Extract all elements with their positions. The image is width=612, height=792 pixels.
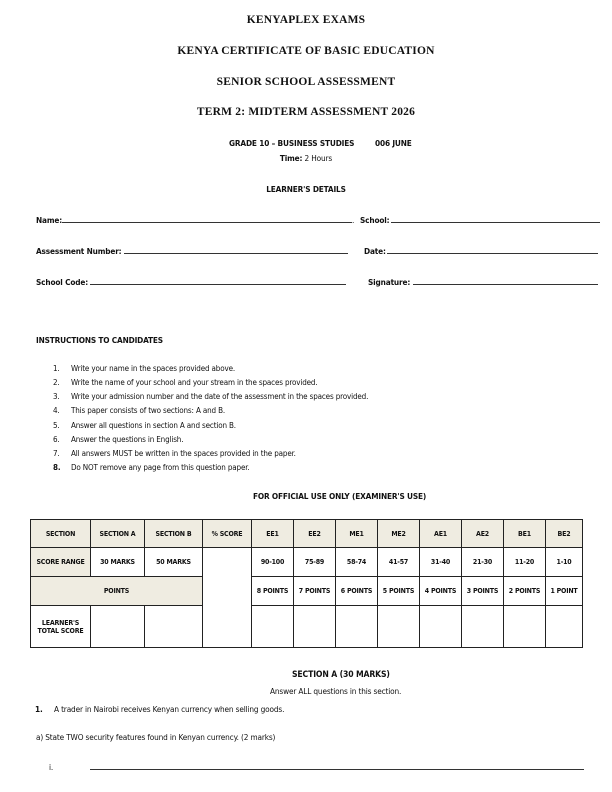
table-cell: 50 MARKS xyxy=(145,548,203,577)
table-cell: SCORE RANGE xyxy=(31,548,91,577)
learner-details-title: LEARNER'S DETAILS xyxy=(266,184,346,194)
learner-total-row xyxy=(31,606,583,648)
instruction-item: 6. Answer the questions in English. xyxy=(53,435,184,444)
instruction-item: 7. All answers MUST be written in the spaces provided in the paper. xyxy=(53,449,296,458)
section-a-title: SECTION A (30 MARKS) xyxy=(292,670,390,680)
score-entry-cell[interactable] xyxy=(378,606,420,648)
table-cell: AE2 xyxy=(462,520,504,548)
table-cell: 11-20 xyxy=(504,548,546,577)
score-entry-cell[interactable] xyxy=(420,606,462,648)
table-cell: 1 POINT xyxy=(546,577,583,606)
table-cell: 7 POINTS xyxy=(294,577,336,606)
table-cell: % SCORE xyxy=(203,520,252,548)
signature-label: Signature: xyxy=(368,277,411,287)
official-use-title: FOR OFFICIAL USE ONLY (EXAMINER'S USE) xyxy=(253,491,427,501)
table-cell: AE1 xyxy=(420,520,462,548)
table-cell: ME2 xyxy=(378,520,420,548)
term-title: TERM 2: MIDTERM ASSESSMENT 2026 xyxy=(196,106,416,118)
question-text: A trader in Nairobi receives Kenyan currency when selling goods. xyxy=(54,704,285,714)
table-cell: 21-30 xyxy=(462,548,504,577)
date-field[interactable] xyxy=(387,253,598,254)
signature-field[interactable] xyxy=(413,284,598,285)
score-entry-cell[interactable] xyxy=(294,606,336,648)
question-number: 1. xyxy=(35,704,43,714)
instruction-item: 1. Write your name in the spaces provided above. xyxy=(53,364,235,373)
table-cell: 58-74 xyxy=(336,548,378,577)
table-cell: 41-57 xyxy=(378,548,420,577)
school-code-field[interactable] xyxy=(90,284,346,285)
time-allowed xyxy=(0,153,612,163)
percent-score-cell[interactable] xyxy=(203,548,252,648)
assessment-number-field[interactable] xyxy=(124,253,348,254)
table-cell: SECTION B xyxy=(145,520,203,548)
assessment-level: SENIOR SCHOOL ASSESSMENT xyxy=(216,76,396,88)
name-dot: . xyxy=(352,215,355,225)
table-cell: EE1 xyxy=(252,520,294,548)
score-entry-cell[interactable] xyxy=(91,606,145,648)
paper-code: 006 JUNE xyxy=(375,138,412,148)
table-cell: 3 POINTS xyxy=(462,577,504,606)
table-cell: EE2 xyxy=(294,520,336,548)
table-cell: 2 POINTS xyxy=(504,577,546,606)
score-entry-cell[interactable] xyxy=(546,606,583,648)
school-label: School: xyxy=(360,215,390,225)
score-entry-cell[interactable] xyxy=(462,606,504,648)
table-cell: SECTION xyxy=(31,520,91,548)
table-cell: 4 POINTS xyxy=(420,577,462,606)
school-field[interactable] xyxy=(391,222,600,223)
school-code-label: School Code: xyxy=(36,277,89,287)
name-field[interactable] xyxy=(62,222,352,223)
name-label: Name: xyxy=(36,215,63,225)
subject-title: GRADE 10 – BUSINESS STUDIES xyxy=(229,138,355,148)
table-cell: BE2 xyxy=(546,520,583,548)
table-cell: 6 POINTS xyxy=(336,577,378,606)
table-cell: 90-100 xyxy=(252,548,294,577)
table-cell: BE1 xyxy=(504,520,546,548)
table-cell: ME1 xyxy=(336,520,378,548)
instruction-item: 4. This paper consists of two sections: A and B. xyxy=(53,406,225,415)
table-cell: 75-89 xyxy=(294,548,336,577)
points-row xyxy=(31,577,583,606)
table-cell: 8 POINTS xyxy=(252,577,294,606)
table-cell: 31-40 xyxy=(420,548,462,577)
time-value: 2 Hours xyxy=(304,153,333,163)
score-entry-cell[interactable] xyxy=(145,606,203,648)
table-header-row xyxy=(31,520,583,548)
score-range-row xyxy=(31,548,583,577)
table-cell: 1-10 xyxy=(546,548,583,577)
table-cell: LEARNER'S TOTAL SCORE xyxy=(31,606,91,648)
table-cell: 30 MARKS xyxy=(91,548,145,577)
score-entry-cell[interactable] xyxy=(504,606,546,648)
answer-roman-numeral: i. xyxy=(49,762,54,772)
instruction-item: 3. Write your admission number and the date of the assessment in the spaces provided. xyxy=(53,392,369,401)
instruction-item: 5. Answer all questions in section A and section B. xyxy=(53,421,236,430)
assessment-number-label: Assessment Number: xyxy=(36,246,122,256)
time-label: Time: xyxy=(279,153,303,163)
instructions-title: INSTRUCTIONS TO CANDIDATES xyxy=(36,335,163,345)
exam-org: KENYAPLEX EXAMS xyxy=(246,14,366,26)
answer-line[interactable] xyxy=(90,769,584,770)
score-entry-cell[interactable] xyxy=(336,606,378,648)
official-score-table xyxy=(30,519,583,648)
score-entry-cell[interactable] xyxy=(252,606,294,648)
table-cell: POINTS xyxy=(31,577,203,606)
instruction-item: 2. Write the name of your school and your stream in the spaces provided. xyxy=(53,378,318,387)
instruction-item: 8. Do NOT remove any page from this question paper. xyxy=(53,463,250,472)
question-part-a: a) State TWO security features found in Kenyan currency. (2 marks) xyxy=(36,732,276,742)
table-cell: 5 POINTS xyxy=(378,577,420,606)
table-cell: SECTION A xyxy=(91,520,145,548)
section-a-subtitle: Answer ALL questions in this section. xyxy=(270,686,402,696)
date-label: Date: xyxy=(364,246,386,256)
certificate-title: KENYA CERTIFICATE OF BASIC EDUCATION xyxy=(177,45,435,57)
